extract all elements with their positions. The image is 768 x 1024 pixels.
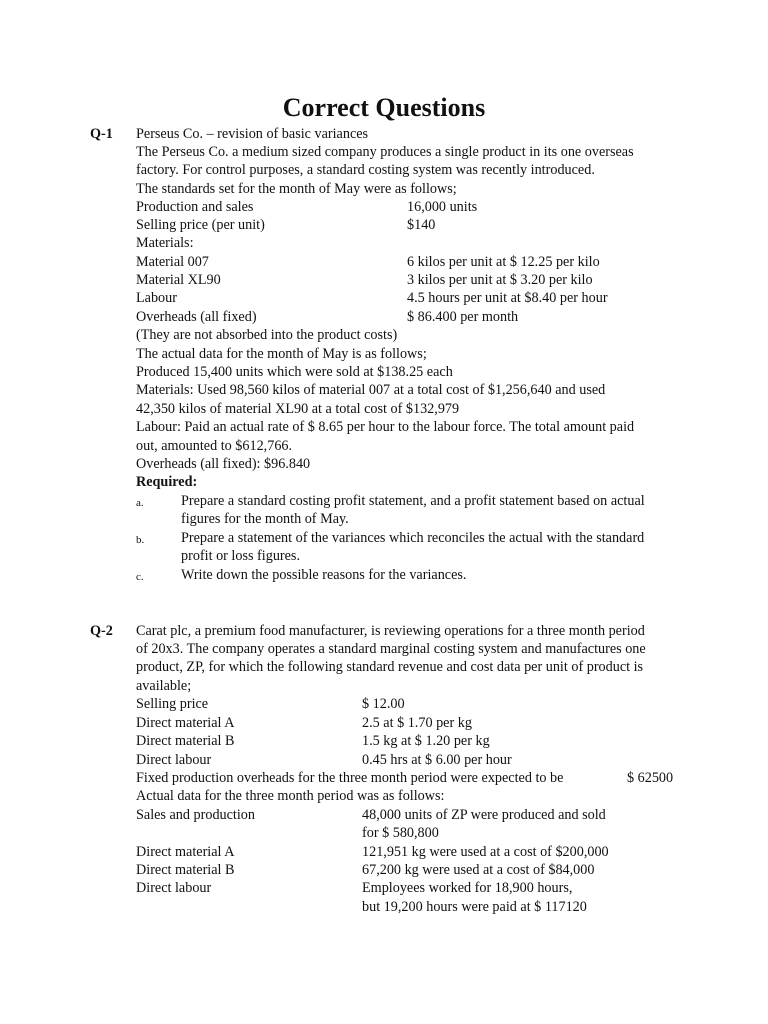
q2-standard-label: Selling price <box>136 696 209 712</box>
q1-actual-line: Materials: Used 98,560 kilos of material 007 at a total cost of $1,256,640 and used <box>136 382 606 398</box>
q2-standard-label: Direct material B <box>136 733 235 749</box>
q1-actual-line: The actual data for the month of May is as follows; <box>136 346 427 362</box>
q1-intro-line: The Perseus Co. a medium sized company produces a single product in its one overseas <box>136 144 634 160</box>
requirement-marker: a. <box>136 497 144 509</box>
requirement-line: figures for the month of May. <box>181 511 349 527</box>
q2-fixed-overheads-value: $ 62500 <box>627 770 674 786</box>
q1-actual-line: Produced 15,400 units which were sold at $138.25 each <box>136 364 453 380</box>
q2-standard-value: 2.5 at $ 1.70 per kg <box>362 715 472 731</box>
q1-standard-label: Materials: <box>136 235 194 251</box>
q1-standard-label: Overheads (all fixed) <box>136 309 257 325</box>
q2-standard-label: Direct labour <box>136 752 212 768</box>
q1-standard-label: Production and sales <box>136 199 254 215</box>
requirement-line: Prepare a standard costing profit statement, and a profit statement based on actual <box>181 493 645 509</box>
q1-actual-line: Labour: Paid an actual rate of $ 8.65 per hour to the labour force. The total amount paid <box>136 419 635 435</box>
q1-actual-line: (They are not absorbed into the product costs) <box>136 327 398 343</box>
q1-standard-value: $ 86.400 per month <box>407 309 519 325</box>
required-heading: Required: <box>136 474 198 490</box>
requirement-marker: b. <box>136 534 145 546</box>
q1-actual-line: Overheads (all fixed): $96.840 <box>136 456 311 472</box>
q2-actual-label: Direct material B <box>136 862 235 878</box>
q2-actual-label: Direct labour <box>136 880 212 896</box>
requirement-line: Write down the possible reasons for the variances. <box>181 567 467 583</box>
q1-actual-line: out, amounted to $612,766. <box>136 438 293 454</box>
q1-intro-line: The standards set for the month of May were as follows; <box>136 181 457 197</box>
q2-actual-intro: Actual data for the three month period was as follows: <box>136 788 445 804</box>
q2-actual-value: 67,200 kg were used at a cost of $84,000 <box>362 862 595 878</box>
q2-intro-line: Carat plc, a premium food manufacturer, is reviewing operations for a three month period <box>136 623 645 639</box>
q2-actual-value: for $ 580,800 <box>362 825 439 841</box>
q2-actual-label: Sales and production <box>136 807 255 823</box>
requirement-line: Prepare a statement of the variances which reconciles the actual with the standard <box>181 530 645 546</box>
q2-intro-line: product, ZP, for which the following standard revenue and cost data per unit of product is <box>136 659 644 675</box>
q1-actual-line: 42,350 kilos of material XL90 at a total cost of $132,979 <box>136 401 460 417</box>
q2-actual-value: but 19,200 hours were paid at $ 117120 <box>362 899 587 915</box>
q1-standard-value: 16,000 units <box>407 199 478 215</box>
question-1-heading: Perseus Co. – revision of basic variances <box>136 126 369 142</box>
q1-standard-value: 3 kilos per unit at $ 3.20 per kilo <box>407 272 593 288</box>
q2-actual-label: Direct material A <box>136 844 235 860</box>
q2-standard-value: $ 12.00 <box>362 696 405 712</box>
question-1-number: Q-1 <box>90 126 113 142</box>
q1-intro-line: factory. For control purposes, a standard costing system was recently introduced. <box>136 162 595 178</box>
q2-actual-value: Employees worked for 18,900 hours, <box>362 880 573 896</box>
requirement-marker: c. <box>136 571 144 583</box>
page-title: Correct Questions <box>282 93 486 122</box>
q1-standard-value: 4.5 hours per unit at $8.40 per hour <box>407 290 608 306</box>
requirement-line: profit or loss figures. <box>181 548 301 564</box>
q2-actual-value: 121,951 kg were used at a cost of $200,000 <box>362 844 609 860</box>
q1-standard-label: Selling price (per unit) <box>136 217 265 233</box>
q1-standard-value: 6 kilos per unit at $ 12.25 per kilo <box>407 254 600 270</box>
q2-intro-line: of 20x3. The company operates a standard marginal costing system and manufactures one <box>136 641 646 657</box>
q1-standard-label: Material XL90 <box>136 272 221 288</box>
q1-standard-label: Labour <box>136 290 177 306</box>
q2-standard-value: 0.45 hrs at $ 6.00 per hour <box>362 752 512 768</box>
q2-fixed-overheads-text: Fixed production overheads for the three month period were expected to be <box>136 770 564 786</box>
question-2-number: Q-2 <box>90 623 113 639</box>
q2-actual-value: 48,000 units of ZP were produced and sold <box>362 807 606 823</box>
q1-standard-label: Material 007 <box>136 254 209 270</box>
q1-standard-value: $140 <box>407 217 436 233</box>
q2-standard-label: Direct material A <box>136 715 235 731</box>
q2-intro-line: available; <box>136 678 192 694</box>
q2-standard-value: 1.5 kg at $ 1.20 per kg <box>362 733 490 749</box>
